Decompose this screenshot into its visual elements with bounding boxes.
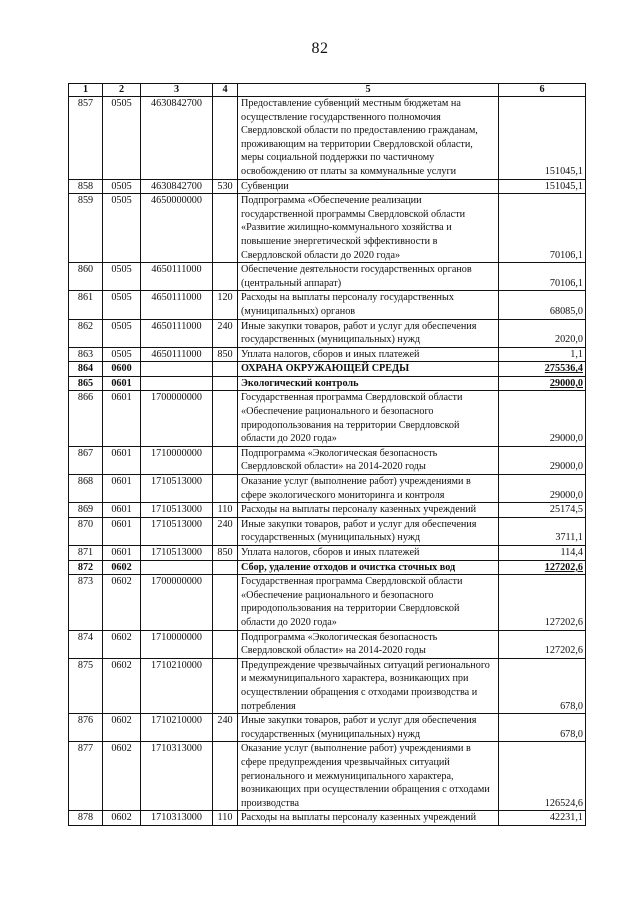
table-row [69, 194, 586, 263]
table-row [69, 347, 586, 362]
row-name: Подпрограмма «Обеспечение реализации государственной программы Свердловской области «Развитие жилищно-коммунального хозяйства и повышение энергетической эффективности в Свердловской области до 2020 года» [238, 194, 499, 263]
expense-type-code [213, 742, 238, 811]
row-name: Иные закупки товаров, работ и услуг для обеспечения государственных (муниципальных) нужд [238, 714, 499, 742]
table-row [69, 742, 586, 811]
row-name: Сбор, удаление отходов и очистка сточных вод [238, 560, 499, 575]
table-row [69, 391, 586, 446]
section-code: 0602 [103, 742, 141, 811]
expense-type-code: 850 [213, 347, 238, 362]
table-row [69, 475, 586, 503]
expense-type-code [213, 630, 238, 658]
section-code: 0602 [103, 630, 141, 658]
table-row [69, 446, 586, 474]
row-amount: 127202,6 [499, 560, 586, 575]
expense-type-code [213, 475, 238, 503]
row-name: Подпрограмма «Экологическая безопасность Свердловской области» на 2014-2020 годы [238, 630, 499, 658]
target-article-code: 1710000000 [141, 446, 213, 474]
section-code: 0505 [103, 291, 141, 319]
row-number: 866 [69, 391, 103, 446]
row-number: 865 [69, 376, 103, 391]
target-article-code: 1710313000 [141, 811, 213, 826]
section-code: 0505 [103, 194, 141, 263]
section-code: 0601 [103, 503, 141, 518]
section-code: 0602 [103, 811, 141, 826]
target-article-code [141, 376, 213, 391]
table-row [69, 97, 586, 180]
target-article-code: 1700000000 [141, 391, 213, 446]
row-number: 858 [69, 179, 103, 194]
expense-type-code: 850 [213, 546, 238, 561]
expense-type-code: 120 [213, 291, 238, 319]
target-article-code [141, 560, 213, 575]
section-code: 0600 [103, 362, 141, 377]
target-article-code: 4650111000 [141, 291, 213, 319]
section-code: 0505 [103, 179, 141, 194]
row-amount: 29000,0 [499, 446, 586, 474]
row-name: Уплата налогов, сборов и иных платежей [238, 347, 499, 362]
row-amount: 275536,4 [499, 362, 586, 377]
section-code: 0602 [103, 658, 141, 713]
table-body [69, 97, 586, 826]
row-number: 873 [69, 575, 103, 630]
expense-type-code [213, 446, 238, 474]
table-row [69, 630, 586, 658]
row-amount: 3711,1 [499, 517, 586, 545]
expense-type-code [213, 560, 238, 575]
row-number: 857 [69, 97, 103, 180]
row-name: Оказание услуг (выполнение работ) учреждениями в сфере предупреждения чрезвычайных ситуаций регионального и межмуниципального характера, возникающих при осуществлении обращения с отходами производства [238, 742, 499, 811]
row-number: 871 [69, 546, 103, 561]
row-amount: 25174,5 [499, 503, 586, 518]
row-amount: 29000,0 [499, 475, 586, 503]
col-header-amount: 6 [499, 84, 586, 97]
row-number: 878 [69, 811, 103, 826]
row-name: Обеспечение деятельности государственных органов (центральный аппарат) [238, 263, 499, 291]
target-article-code: 4650111000 [141, 263, 213, 291]
target-article-code: 1710313000 [141, 742, 213, 811]
table-row [69, 319, 586, 347]
expense-type-code: 240 [213, 517, 238, 545]
col-header-name: 5 [238, 84, 499, 97]
table-row [69, 362, 586, 377]
target-article-code: 4650000000 [141, 194, 213, 263]
row-number: 860 [69, 263, 103, 291]
row-name: Государственная программа Свердловской области «Обеспечение рационального и безопасного природопользования на территории Свердловской области до 2020 года» [238, 391, 499, 446]
row-amount: 70106,1 [499, 194, 586, 263]
row-name: Предупреждение чрезвычайных ситуаций регионального и межмуниципального характера, возникающих при осуществлении обращения с отходами производства и потребления [238, 658, 499, 713]
row-amount: 42231,1 [499, 811, 586, 826]
target-article-code: 1710210000 [141, 658, 213, 713]
section-code: 0505 [103, 319, 141, 347]
row-amount: 68085,0 [499, 291, 586, 319]
section-code: 0601 [103, 391, 141, 446]
row-number: 874 [69, 630, 103, 658]
row-name: Государственная программа Свердловской области «Обеспечение рационального и безопасного природопользования на территории Свердловской области до 2020 года» [238, 575, 499, 630]
expense-type-code: 240 [213, 714, 238, 742]
table-row [69, 376, 586, 391]
target-article-code: 4650111000 [141, 319, 213, 347]
row-amount: 127202,6 [499, 575, 586, 630]
section-code: 0602 [103, 575, 141, 630]
expense-type-code [213, 194, 238, 263]
row-number: 868 [69, 475, 103, 503]
row-name: Расходы на выплаты персоналу казенных учреждений [238, 503, 499, 518]
row-amount: 151045,1 [499, 179, 586, 194]
table-row [69, 263, 586, 291]
row-amount: 2020,0 [499, 319, 586, 347]
table-row [69, 179, 586, 194]
section-code: 0601 [103, 376, 141, 391]
row-amount: 678,0 [499, 658, 586, 713]
table-row [69, 714, 586, 742]
target-article-code: 1710513000 [141, 475, 213, 503]
row-amount: 126524,6 [499, 742, 586, 811]
row-number: 872 [69, 560, 103, 575]
row-amount: 29000,0 [499, 391, 586, 446]
expense-type-code [213, 658, 238, 713]
expense-type-code: 240 [213, 319, 238, 347]
section-code: 0602 [103, 714, 141, 742]
table-row [69, 517, 586, 545]
row-number: 861 [69, 291, 103, 319]
row-name: Предоставление субвенций местным бюджетам на осуществление государственного полномочия Свердловской области по предоставлению гражданам, проживающим на территории Свердловской области, меры социальной поддержки по частичному освобождению от платы за коммунальные услуги [238, 97, 499, 180]
section-code: 0601 [103, 546, 141, 561]
expense-type-code [213, 575, 238, 630]
section-code: 0602 [103, 560, 141, 575]
target-article-code: 1710513000 [141, 517, 213, 545]
section-code: 0601 [103, 517, 141, 545]
expense-type-code: 110 [213, 503, 238, 518]
row-amount: 127202,6 [499, 630, 586, 658]
row-number: 862 [69, 319, 103, 347]
col-header-number: 1 [69, 84, 103, 97]
row-amount: 678,0 [499, 714, 586, 742]
target-article-code: 4630842700 [141, 179, 213, 194]
row-amount: 114,4 [499, 546, 586, 561]
expense-type-code [213, 362, 238, 377]
page-number: 82 [311, 40, 329, 57]
row-amount: 1,1 [499, 347, 586, 362]
row-amount: 29000,0 [499, 376, 586, 391]
row-number: 869 [69, 503, 103, 518]
row-name: Экологический контроль [238, 376, 499, 391]
col-header-expense-type: 4 [213, 84, 238, 97]
expense-type-code [213, 263, 238, 291]
expense-type-code [213, 97, 238, 180]
table-row [69, 560, 586, 575]
col-header-target-article: 3 [141, 84, 213, 97]
target-article-code [141, 362, 213, 377]
target-article-code: 4650111000 [141, 347, 213, 362]
budget-table [68, 83, 586, 826]
section-code: 0601 [103, 475, 141, 503]
row-name: Иные закупки товаров, работ и услуг для обеспечения государственных (муниципальных) нужд [238, 517, 499, 545]
row-name: Расходы на выплаты персоналу государственных (муниципальных) органов [238, 291, 499, 319]
col-header-section: 2 [103, 84, 141, 97]
row-number: 859 [69, 194, 103, 263]
table-row [69, 546, 586, 561]
row-number: 867 [69, 446, 103, 474]
table-row [69, 658, 586, 713]
expense-type-code: 110 [213, 811, 238, 826]
section-code: 0505 [103, 97, 141, 180]
row-number: 877 [69, 742, 103, 811]
row-number: 876 [69, 714, 103, 742]
expense-type-code [213, 376, 238, 391]
table-row [69, 575, 586, 630]
row-name: Оказание услуг (выполнение работ) учреждениями в сфере экологического мониторинга и контроля [238, 475, 499, 503]
target-article-code: 4630842700 [141, 97, 213, 180]
row-number: 864 [69, 362, 103, 377]
section-code: 0505 [103, 263, 141, 291]
row-name: Иные закупки товаров, работ и услуг для обеспечения государственных (муниципальных) нужд [238, 319, 499, 347]
row-name: Уплата налогов, сборов и иных платежей [238, 546, 499, 561]
expense-type-code [213, 391, 238, 446]
target-article-code: 1710513000 [141, 546, 213, 561]
table-header-row [69, 84, 586, 97]
target-article-code: 1710210000 [141, 714, 213, 742]
row-name: ОХРАНА ОКРУЖАЮЩЕЙ СРЕДЫ [238, 362, 499, 377]
row-name: Расходы на выплаты персоналу казенных учреждений [238, 811, 499, 826]
target-article-code: 1710000000 [141, 630, 213, 658]
table-row [69, 503, 586, 518]
row-amount: 70106,1 [499, 263, 586, 291]
target-article-code: 1710513000 [141, 503, 213, 518]
table-row [69, 291, 586, 319]
table-row [69, 811, 586, 826]
row-name: Субвенции [238, 179, 499, 194]
target-article-code: 1700000000 [141, 575, 213, 630]
row-amount: 151045,1 [499, 97, 586, 180]
section-code: 0601 [103, 446, 141, 474]
row-number: 863 [69, 347, 103, 362]
row-number: 870 [69, 517, 103, 545]
section-code: 0505 [103, 347, 141, 362]
expense-type-code: 530 [213, 179, 238, 194]
row-number: 875 [69, 658, 103, 713]
row-name: Подпрограмма «Экологическая безопасность Свердловской области» на 2014-2020 годы [238, 446, 499, 474]
